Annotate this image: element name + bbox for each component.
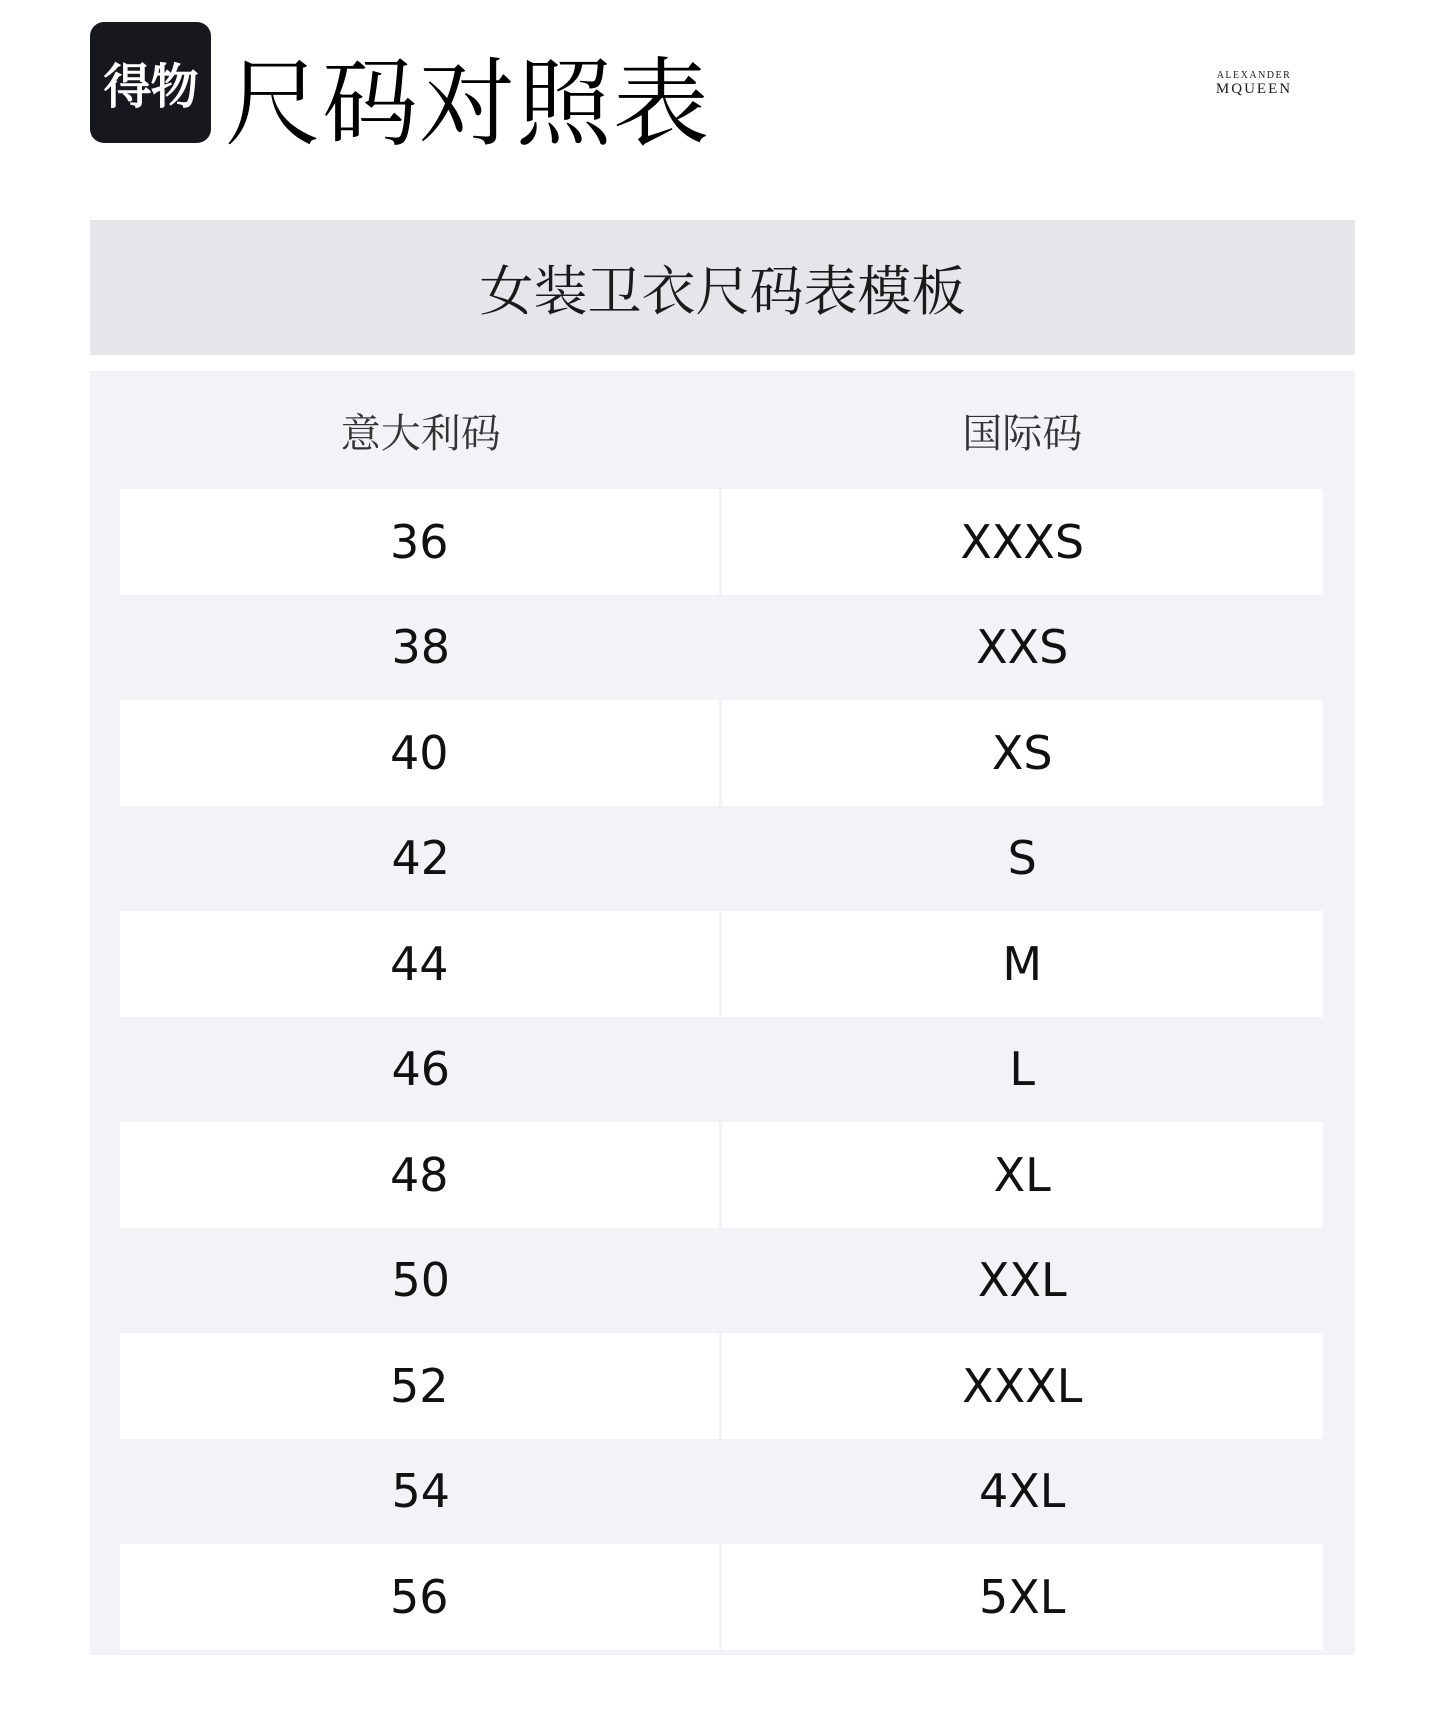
cell-international-size: L — [1009, 1042, 1036, 1097]
cell-international-size: XXL — [977, 1253, 1067, 1308]
cell-italian-size: 54 — [391, 1464, 451, 1519]
brand-logo-line1: ALEXANDER — [1216, 70, 1292, 81]
table-row — [120, 1122, 1323, 1228]
cell-italian-size: 46 — [391, 1042, 451, 1097]
page-title: 尺码对照表 — [225, 48, 710, 160]
table-row — [120, 1544, 1323, 1650]
cell-italian-size: 44 — [120, 911, 722, 1017]
table-row — [120, 1439, 1323, 1545]
cell-international-size: M — [722, 911, 1324, 1017]
column-header-international-size: 国际码 — [962, 410, 1083, 457]
table-row — [120, 595, 1323, 701]
column-headers — [120, 371, 1323, 489]
cell-international-size: XL — [722, 1122, 1324, 1228]
cell-italian-size: 36 — [120, 489, 722, 595]
cell-international-size: S — [1007, 831, 1037, 886]
cell-italian-size: 38 — [391, 620, 451, 675]
table-row — [120, 1228, 1323, 1334]
table-row — [120, 700, 1323, 806]
column-header-italian-size: 意大利码 — [340, 410, 501, 457]
cell-italian-size: 50 — [391, 1253, 451, 1308]
cell-italian-size: 56 — [120, 1544, 722, 1650]
table-row — [120, 806, 1323, 912]
cell-international-size: 4XL — [979, 1464, 1066, 1519]
table-row — [120, 1333, 1323, 1439]
size-table — [90, 220, 1355, 1655]
table-rows — [120, 489, 1323, 1650]
cell-international-size: XXXS — [722, 489, 1324, 595]
cell-italian-size: 40 — [120, 700, 722, 806]
cell-international-size: XS — [722, 700, 1324, 806]
cell-international-size: 5XL — [722, 1544, 1324, 1650]
cell-international-size: XXS — [976, 620, 1069, 675]
table-row — [120, 1017, 1323, 1123]
table-row — [120, 489, 1323, 595]
cell-italian-size: 52 — [120, 1333, 722, 1439]
cell-italian-size: 48 — [120, 1122, 722, 1228]
table-body — [90, 371, 1355, 1655]
brand-logo — [1208, 70, 1300, 98]
app-logo — [90, 22, 211, 143]
cell-italian-size: 42 — [391, 831, 451, 886]
table-caption: 女装卫衣尺码表模板 — [90, 220, 1355, 355]
brand-logo-line2: MQUEEN — [1215, 81, 1293, 97]
table-row — [120, 911, 1323, 1017]
app-logo-text: 得物 — [103, 59, 198, 115]
cell-international-size: XXXL — [722, 1333, 1324, 1439]
header — [90, 22, 1355, 172]
